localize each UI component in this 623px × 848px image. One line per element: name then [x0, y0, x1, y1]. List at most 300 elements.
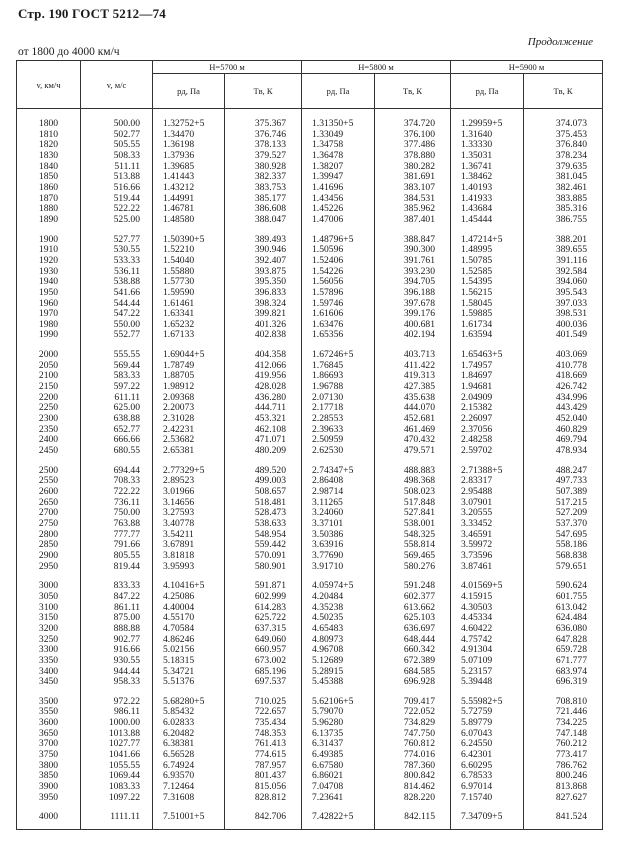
continuation-label: Продолжение: [527, 36, 593, 48]
cell-value: 625.00: [113, 402, 140, 414]
cell-value: 672.389: [403, 654, 435, 666]
cell-value: 2.77329+5: [163, 464, 205, 476]
cell-value: 734.225: [555, 717, 587, 729]
cell-value: 7.04708: [312, 781, 344, 793]
cell-value: 552.77: [113, 329, 140, 341]
cell-value: 388.847: [403, 233, 435, 245]
cell-value: 1860: [38, 181, 59, 193]
cell-value: 1.50390+5: [163, 233, 205, 245]
cell-value: 1.29959+5: [461, 118, 503, 129]
cell-value: 4.35238: [312, 601, 344, 613]
cell-value: 374.073: [555, 118, 587, 129]
cell-value: 722.657: [254, 706, 286, 718]
cell-value: 4.01569+5: [461, 580, 503, 592]
cell-value: 525.00: [113, 213, 140, 225]
cell-value: 1930: [38, 265, 59, 277]
cell-value: 1.47006: [312, 213, 344, 225]
cell-value: 1.31350+5: [312, 118, 354, 129]
cell-v-ms: [81, 805, 153, 829]
cell-value: 1.59746: [312, 297, 344, 309]
cell-t-h3: [524, 459, 603, 575]
cell-value: 1.65232: [163, 318, 195, 330]
cell-value: 435.638: [403, 391, 435, 403]
cell-p-h2: [302, 109, 375, 228]
cell-value: 3.37101: [312, 517, 344, 529]
cell-value: 841.524: [555, 811, 587, 823]
cell-value: 3.46591: [461, 528, 493, 540]
cell-value: 393.875: [254, 265, 286, 277]
cell-value: 875.00: [113, 612, 140, 624]
cell-value: 1027.77: [108, 738, 140, 750]
cell-value: 3.33452: [461, 517, 493, 529]
cell-v-ms: [81, 574, 153, 690]
cell-value: 376.100: [403, 128, 435, 140]
cell-value: 385.316: [555, 203, 587, 215]
cell-value: 1.56215: [461, 286, 493, 298]
cell-value: 1830: [38, 149, 59, 161]
cell-value: 380.282: [403, 160, 435, 172]
cell-value: 647.828: [555, 633, 587, 645]
cell-value: 958.33: [113, 676, 140, 688]
cell-value: 801.437: [254, 770, 286, 782]
cell-value: 7.23641: [312, 791, 344, 803]
cell-value: 5.23157: [461, 665, 493, 677]
cell-value: 1.98912: [163, 381, 195, 393]
cell-value: 1.34758: [312, 139, 344, 151]
cell-value: 591.871: [254, 580, 286, 592]
cell-value: 6.86021: [312, 770, 344, 782]
cell-v-kmh: [17, 109, 81, 228]
cell-value: 394.060: [555, 276, 587, 288]
cell-value: 761.413: [254, 738, 286, 750]
cell-value: 1.33330: [461, 139, 493, 151]
cell-value: 636.697: [403, 622, 435, 634]
cell-p-h1: [153, 343, 225, 459]
cell-value: 1.61734: [461, 318, 493, 330]
cell-p-h1: [153, 459, 225, 575]
cell-value: 652.77: [113, 423, 140, 435]
cell-value: 774.016: [403, 749, 435, 761]
cell-value: 2750: [38, 517, 59, 529]
cell-value: 1980: [38, 318, 59, 330]
cell-v-ms: [81, 459, 153, 575]
cell-value: 518.481: [254, 496, 286, 508]
cell-t-h2: [375, 109, 451, 228]
cell-t-h1: [225, 109, 302, 228]
cell-value: 7.51001+5: [163, 811, 205, 823]
cell-value: 2200: [38, 391, 59, 403]
cell-value: 1970: [38, 308, 59, 320]
cell-value: 3.24060: [312, 507, 344, 519]
cell-value: 1.76845: [312, 359, 344, 371]
cell-value: 6.49385: [312, 749, 344, 761]
cell-value: 580.901: [254, 560, 286, 572]
cell-value: 5.07109: [461, 654, 493, 666]
cell-value: 3800: [38, 759, 59, 771]
cell-value: 3850: [38, 770, 59, 782]
cell-value: 7.42822+5: [312, 811, 354, 823]
cell-t-h2: [375, 459, 451, 575]
cell-value: 833.33: [113, 580, 140, 592]
cell-value: 1.36198: [163, 139, 195, 151]
cell-value: 800.246: [555, 770, 587, 782]
cell-value: 391.761: [403, 254, 435, 266]
cell-value: 570.091: [254, 549, 286, 561]
cell-value: 659.728: [555, 644, 587, 656]
cell-value: 3.73596: [461, 549, 493, 561]
cell-value: 2.42231: [163, 423, 195, 435]
col-header-t-3: Tв, К: [524, 74, 603, 109]
cell-value: 722.22: [113, 486, 140, 497]
cell-value: 1990: [38, 329, 59, 341]
cell-t-h3: [524, 109, 603, 228]
cell-value: 383.753: [254, 181, 286, 193]
cell-value: 3400: [38, 665, 59, 677]
cell-value: 3.63916: [312, 539, 344, 551]
cell-value: 1.54226: [312, 265, 344, 277]
cell-value: 4.50235: [312, 612, 344, 624]
cell-value: 1910: [38, 244, 59, 256]
cell-t-h3: [524, 805, 603, 829]
cell-value: 791.66: [113, 539, 140, 551]
cell-value: 436.280: [254, 391, 286, 403]
cell-value: 499.003: [254, 475, 286, 487]
cell-value: 773.417: [555, 749, 587, 761]
cell-value: 5.72759: [461, 706, 493, 718]
cell-value: 6.56528: [163, 749, 195, 761]
cell-value: 6.67580: [312, 759, 344, 771]
cell-value: 550.00: [113, 318, 140, 330]
cell-value: 388.201: [555, 233, 587, 245]
cell-value: 3.95993: [163, 560, 195, 572]
cell-value: 648.444: [403, 633, 435, 645]
cell-value: 478.934: [555, 445, 587, 457]
cell-value: 3350: [38, 654, 59, 666]
cell-value: 1.84697: [461, 370, 493, 382]
cell-value: 2350: [38, 423, 59, 435]
cell-value: 398.324: [254, 297, 286, 309]
cell-value: 972.22: [113, 695, 140, 707]
cell-value: 385.177: [254, 192, 286, 204]
cell-value: 505.55: [113, 139, 140, 151]
cell-value: 559.442: [254, 539, 286, 551]
cell-value: 382.461: [555, 181, 587, 193]
cell-value: 1.88705: [163, 370, 195, 382]
cell-t-h3: [524, 343, 603, 459]
cell-value: 3300: [38, 644, 59, 656]
cell-value: 1.33049: [312, 128, 344, 140]
cell-value: 395.543: [555, 286, 587, 298]
cell-value: 4.55170: [163, 612, 195, 624]
cell-value: 428.028: [254, 381, 286, 393]
cell-value: 395.350: [254, 276, 286, 288]
cell-value: 1.58045: [461, 297, 493, 309]
cell-value: 537.370: [555, 517, 587, 529]
cell-value: 814.462: [403, 781, 435, 793]
cell-value: 3450: [38, 676, 59, 688]
cell-value: 2.95488: [461, 486, 493, 497]
cell-value: 4.10416+5: [163, 580, 205, 592]
cell-value: 5.51376: [163, 676, 195, 688]
cell-value: 666.66: [113, 434, 140, 446]
cell-value: 4.30503: [461, 601, 493, 613]
cell-value: 1.36478: [312, 149, 344, 161]
cell-value: 527.77: [113, 233, 140, 245]
cell-value: 390.946: [254, 244, 286, 256]
cell-value: 1960: [38, 297, 59, 309]
cell-value: 453.321: [254, 413, 286, 425]
cell-value: 777.77: [113, 528, 140, 540]
cell-value: 1.50596: [312, 244, 344, 256]
cell-value: 842.115: [404, 811, 435, 823]
cell-value: 2.26097: [461, 413, 493, 425]
table-body: [17, 109, 603, 830]
cell-value: 819.44: [113, 560, 140, 572]
cell-value: 548.954: [254, 528, 286, 540]
cell-value: 1111.11: [110, 811, 140, 823]
cell-value: 7.15740: [461, 791, 493, 803]
cell-value: 393.230: [403, 265, 435, 277]
cell-value: 4.25086: [163, 590, 195, 602]
cell-value: 613.662: [403, 601, 435, 613]
cell-value: 527.209: [555, 507, 587, 519]
cell-value: 696.319: [555, 676, 587, 688]
cell-value: 536.11: [113, 265, 140, 277]
cell-value: 1840: [38, 160, 59, 172]
cell-value: 399.821: [254, 308, 286, 320]
cell-value: 558.814: [403, 539, 435, 551]
cell-value: 402.838: [254, 329, 286, 341]
cell-value: 411.422: [404, 359, 435, 371]
cell-value: 1.52210: [163, 244, 195, 256]
cell-p-h2: [302, 805, 375, 829]
cell-value: 401.326: [254, 318, 286, 330]
cell-value: 444.070: [403, 402, 435, 414]
table-row-group: [17, 574, 603, 690]
cell-value: 1.38207: [312, 160, 344, 172]
cell-value: 709.417: [403, 695, 435, 707]
cell-value: 636.080: [555, 622, 587, 634]
cell-value: 544.44: [113, 297, 140, 309]
cell-value: 1.39685: [163, 160, 195, 172]
cell-t-h2: [375, 343, 451, 459]
cell-v-kmh: [17, 343, 81, 459]
cell-value: 5.68280+5: [163, 695, 205, 707]
cell-value: 5.02156: [163, 644, 195, 656]
cell-value: 611.11: [114, 391, 140, 403]
cell-value: 685.196: [254, 665, 286, 677]
cell-value: 2.71388+5: [461, 464, 503, 476]
cell-value: 1.61606: [312, 308, 344, 320]
cell-value: 3.40778: [163, 517, 195, 529]
cell-value: 2.74347+5: [312, 464, 354, 476]
cell-value: 389.655: [555, 244, 587, 256]
cell-value: 4.60422: [461, 622, 493, 634]
cell-value: 800.842: [403, 770, 435, 782]
cell-value: 3700: [38, 738, 59, 750]
cell-p-h3: [451, 343, 524, 459]
cell-value: 1.61461: [163, 297, 195, 309]
cell-value: 1.96788: [312, 381, 344, 393]
cell-value: 1.65356: [312, 329, 344, 341]
col-header-p-1: pд, Па: [153, 74, 225, 109]
cell-value: 2600: [38, 486, 59, 497]
cell-value: 2000: [38, 349, 59, 361]
altitude-header-2: H=5800 м: [302, 61, 451, 74]
cell-value: 1.48580: [163, 213, 195, 225]
cell-value: 568.838: [555, 549, 587, 561]
cell-value: 722.052: [403, 706, 435, 718]
cell-value: 2950: [38, 560, 59, 572]
cell-value: 3.07901: [461, 496, 493, 508]
cell-value: 3.77690: [312, 549, 344, 561]
cell-value: 1.48995: [461, 244, 493, 256]
cell-value: 3.54211: [163, 528, 194, 540]
cell-value: 624.484: [555, 612, 587, 624]
cell-value: 3.91710: [312, 560, 344, 572]
altitude-header-1: H=5700 м: [153, 61, 302, 74]
cell-value: 381.691: [403, 171, 435, 183]
cell-value: 419.313: [403, 370, 435, 382]
cell-value: 734.829: [403, 717, 435, 729]
cell-value: 708.810: [555, 695, 587, 707]
table-row-group: [17, 805, 603, 829]
cell-value: 1.65463+5: [461, 349, 503, 361]
cell-value: 6.24550: [461, 738, 493, 750]
cell-value: 5.39448: [461, 676, 493, 688]
cell-value: 1.78749: [163, 359, 195, 371]
cell-value: 5.45388: [312, 676, 344, 688]
cell-value: 392.407: [254, 254, 286, 266]
cell-value: 861.11: [113, 601, 140, 613]
cell-value: 403.713: [403, 349, 435, 361]
cell-value: 502.77: [113, 128, 140, 140]
cell-value: 3050: [38, 590, 59, 602]
cell-value: 671.777: [555, 654, 587, 666]
cell-value: 533.33: [113, 254, 140, 266]
cell-value: 378.234: [555, 149, 587, 161]
cell-value: 1.57896: [312, 286, 344, 298]
cell-value: 7.34709+5: [461, 811, 503, 823]
cell-value: 625.103: [403, 612, 435, 624]
cell-value: 1820: [38, 139, 59, 151]
cell-value: 1.50785: [461, 254, 493, 266]
cell-value: 538.633: [254, 517, 286, 529]
cell-value: 637.315: [254, 622, 286, 634]
cell-value: 497.733: [555, 475, 587, 487]
cell-v-ms: [81, 109, 153, 228]
cell-value: 2.39633: [312, 423, 344, 435]
cell-value: 649.060: [254, 633, 286, 645]
cell-value: 683.974: [555, 665, 587, 677]
cell-value: 403.069: [555, 349, 587, 361]
cell-value: 1.52585: [461, 265, 493, 277]
cell-v-kmh: [17, 228, 81, 344]
cell-value: 2450: [38, 445, 59, 457]
cell-value: 396.188: [403, 286, 435, 298]
cell-value: 1.47214+5: [461, 233, 503, 245]
cell-value: 614.283: [254, 601, 286, 613]
cell-value: 2100: [38, 370, 59, 382]
cell-value: 2.17718: [312, 402, 344, 414]
cell-value: 2.28553: [312, 413, 344, 425]
cell-value: 6.74924: [163, 759, 195, 771]
cell-value: 383.107: [403, 181, 435, 193]
cell-value: 5.18315: [163, 654, 195, 666]
cell-value: 2250: [38, 402, 59, 414]
cell-value: 1800: [38, 118, 59, 129]
cell-value: 5.28915: [312, 665, 344, 677]
cell-value: 1940: [38, 276, 59, 288]
cell-value: 378.133: [254, 139, 286, 151]
cell-value: 1.31640: [461, 128, 493, 140]
cell-value: 507.389: [555, 486, 587, 497]
cell-value: 613.042: [555, 601, 587, 613]
cell-value: 2.07130: [312, 391, 344, 403]
cell-value: 660.342: [403, 644, 435, 656]
col-header-p-2: pд, Па: [302, 74, 375, 109]
cell-value: 1.40193: [461, 181, 493, 193]
cell-value: 597.22: [113, 381, 140, 393]
cell-value: 3750: [38, 749, 59, 761]
cell-value: 399.176: [403, 308, 435, 320]
cell-value: 2.86408: [312, 475, 344, 487]
cell-value: 3.01966: [163, 486, 195, 497]
cell-value: 602.999: [254, 590, 286, 602]
cell-value: 786.762: [555, 759, 587, 771]
cell-value: 547.22: [113, 308, 140, 320]
cell-value: 480.209: [254, 445, 286, 457]
cell-value: 2500: [38, 464, 59, 476]
cell-value: 375.453: [555, 128, 587, 140]
cell-value: 379.527: [254, 149, 286, 161]
col-header-t-2: Tв, К: [375, 74, 451, 109]
cell-value: 2050: [38, 359, 59, 371]
cell-value: 1013.88: [108, 727, 140, 739]
cell-p-h3: [451, 459, 524, 575]
cell-value: 462.108: [254, 423, 286, 435]
cell-value: 2.20073: [163, 402, 195, 414]
cell-value: 426.742: [555, 381, 587, 393]
cell-p-h1: [153, 805, 225, 829]
cell-value: 402.194: [403, 329, 435, 341]
cell-value: 2.31028: [163, 413, 195, 425]
cell-value: 1.57730: [163, 276, 195, 288]
cell-v-ms: [81, 343, 153, 459]
table-row-group: [17, 343, 603, 459]
cell-p-h2: [302, 343, 375, 459]
cell-value: 1.63594: [461, 329, 493, 341]
cell-value: 1.43212: [163, 181, 195, 193]
cell-value: 1083.33: [108, 781, 140, 793]
cell-value: 2.59702: [461, 445, 493, 457]
cell-value: 516.66: [113, 181, 140, 193]
cell-t-h1: [225, 459, 302, 575]
cell-value: 1.74957: [461, 359, 493, 371]
cell-value: 2.09368: [163, 391, 195, 403]
cell-value: 828.812: [254, 791, 286, 803]
cell-p-h3: [451, 574, 524, 690]
cell-value: 696.928: [403, 676, 435, 688]
cell-value: 2.62530: [312, 445, 344, 457]
cell-value: 488.883: [403, 464, 435, 476]
cell-value: 3.27593: [163, 507, 195, 519]
cell-value: 787.957: [254, 759, 286, 771]
cell-value: 1.41933: [461, 192, 493, 204]
cell-value: 680.55: [113, 445, 140, 457]
cell-value: 3200: [38, 622, 59, 634]
cell-v-ms: [81, 690, 153, 806]
